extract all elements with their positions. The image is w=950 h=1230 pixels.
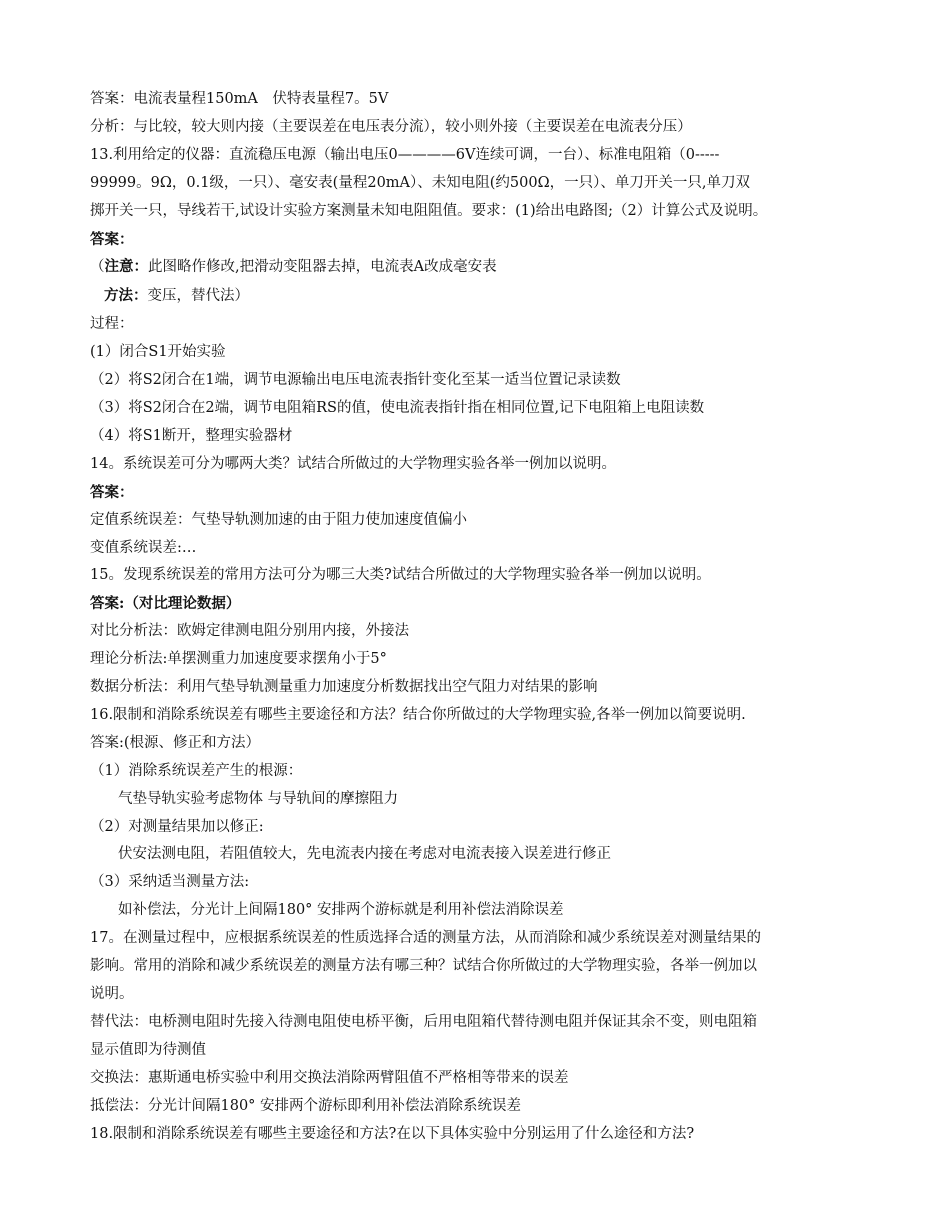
question-14: 14。系统误差可分为哪两大类？试结合所做过的大学物理实验各举一例加以说明。: [90, 455, 616, 472]
answer-detail: 如补偿法，分光计上间隔180° 安排两个游标就是利用补偿法消除误差: [118, 902, 564, 919]
answer-line: 对比分析法：欧姆定律测电阻分别用内接，外接法: [90, 623, 409, 640]
answer-line: 抵偿法：分光计间隔180° 安排两个游标即利用补偿法消除系统误差: [90, 1097, 522, 1114]
answer-line: 变值系统误差:…: [90, 539, 197, 556]
question-17-line-3: 说明。: [90, 986, 134, 1002]
answer-line: 答案：电流表量程150mA 伏特表量程7。5V: [90, 91, 389, 107]
process-heading: 过程：: [90, 316, 134, 333]
answer-detail: 伏安法测电阻，若阻值较大，先电流表内接在考虑对电流表接入误差进行修正: [118, 846, 611, 863]
question-13-line-3: 掷开关一只，导线若干,试设计实验方案测量未知电阻阻值。要求：(1)给出电路图;（2）计算公式及说明。: [90, 202, 768, 219]
answer-detail: 气垫导轨实验考虑物体 与导轨间的摩擦阻力: [118, 790, 399, 807]
question-13-line-2: 99999。9Ω，0.1级，一只）、毫安表(量程20mA）、未知电阻(约500Ω，一只）、单刀开关一只,单刀双: [90, 174, 750, 191]
answer-heading: 答案:（对比理论数据）: [90, 595, 241, 613]
answer-line: 显示值即为待测值: [90, 1041, 206, 1058]
process-step-2: （2）将S2闭合在1端，调节电源输出电压电流表指针变化至某一适当位置记录读数: [90, 372, 621, 389]
question-16: 16.限制和消除系统误差有哪些主要途径和方法？结合你所做过的大学物理实验,各举一例加以简要说明.: [90, 706, 746, 723]
answer-subheading: （1）消除系统误差产生的根源：: [90, 762, 303, 779]
answer-heading: 答案：: [90, 230, 134, 248]
answer-subheading: （2）对测量结果加以修正:: [90, 818, 264, 835]
answer-line: 替代法：电桥测电阻时先接入待测电阻使电桥平衡，后用电阻箱代替待测电阻并保证其余不变，则电阻箱: [90, 1013, 757, 1030]
answer-line: 定值系统误差：气垫导轨测加速的由于阻力使加速度值偏小: [90, 511, 467, 528]
method-label: 方法：: [104, 287, 148, 305]
note-label: 注意：: [104, 258, 148, 276]
question-17-line-1: 17。在测量过程中，应根据系统误差的性质选择合适的测量方法，从而消除和减少系统误差对测量结果的: [90, 930, 761, 947]
method-line: 方法：变压，替代法）: [104, 287, 249, 305]
process-step-1: (1）闭合S1开始实验: [90, 344, 226, 361]
document-page: [90, 86, 860, 1148]
question-17-line-2: 影响。常用的消除和减少系统误差的测量方法有哪三种？试结合你所做过的大学物理实验，各举一例加以: [90, 958, 757, 975]
note-line: （注意：此图略作修改,把滑动变阻器去掉，电流表A改成毫安表: [90, 258, 497, 276]
question-15: 15。发现系统误差的常用方法可分为哪三大类?试结合所做过的大学物理实验各举一例加以说明。: [90, 567, 711, 584]
answer-line: 数据分析法：利用气垫导轨测量重力加速度分析数据找出空气阻力对结果的影响: [90, 679, 598, 696]
answer-line: 答案:(根源、修正和方法）: [90, 734, 261, 751]
answer-line: 理论分析法:单摆测重力加速度要求摆角小于5°: [90, 651, 387, 668]
answer-line: 交换法：惠斯通电桥实验中利用交换法消除两臂阻值不严格相等带来的误差: [90, 1069, 569, 1086]
question-13-line-1: 13.利用给定的仪器：直流稳压电源（输出电压0————6V连续可调，一台）、标准电阻箱（0-----: [90, 146, 720, 163]
process-step-4: （4）将S1断开，整理实验器材: [90, 427, 293, 444]
analysis-line: 分析：与比较，较大则内接（主要误差在电压表分流），较小则外接（主要误差在电流表分压）: [90, 118, 692, 135]
answer-subheading: （3）采纳适当测量方法:: [90, 874, 250, 891]
answer-heading: 答案：: [90, 483, 134, 501]
question-18: 18.限制和消除系统误差有哪些主要途径和方法?在以下具体实验中分别运用了什么途径和方法?: [90, 1125, 695, 1142]
process-step-3: （3）将S2闭合在2端，调节电阻箱RS的值，使电流表指针指在相同位置,记下电阻箱上电阻读数: [90, 399, 705, 416]
